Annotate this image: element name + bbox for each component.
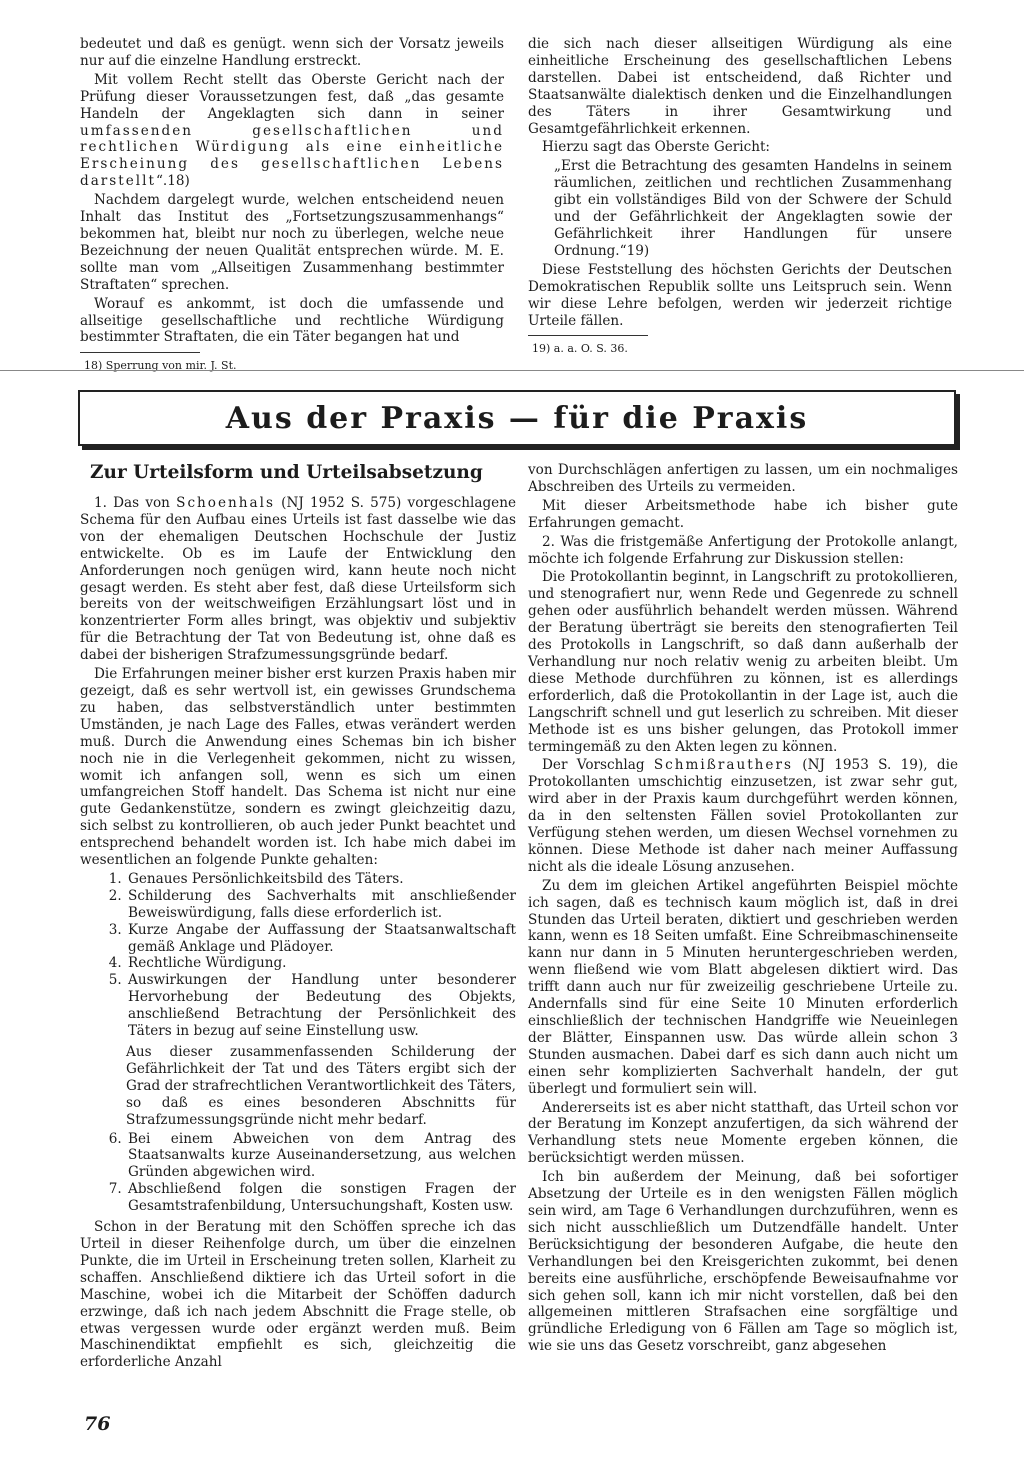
paragraph: Schon in der Beratung mit den Schöffen spreche ich das Urteil in dieser Reihenfolge durch, um über die einzelnen Punkte, die im Urteil in Erscheinung treten sollen, Klarheit zu schaffen. Anschließend diktiere ich das Urteil sofort in die Maschine, wobei ich die Mitarbeit der Schöffen dadurch erzwinge, daß ich nach jedem Abschnitt die Frage stelle, ob etwas vergessen wurde oder ergänzt werden muß. Beim Maschinendiktat empfiehlt es sich, gleichzeitig die erforderliche Anzahl [80, 1219, 516, 1371]
paragraph: von Durchschlägen anfertigen zu lassen, um ein nochmaliges Abschreiben des Urteils zu vermeiden. [528, 462, 958, 495]
page-number: 76 [84, 1413, 111, 1435]
top-left-column [80, 36, 504, 375]
numbered-list [80, 871, 516, 1040]
paragraph: Andererseits ist es aber nicht statthaft, das Urteil schon vor der Beratung im Konzept anzufertigen, da sich während der Verhandlung stets neue Momente ergeben können, die berücksichtigt werden müssen. [528, 1099, 958, 1167]
paragraph: Die Protokollantin beginnt, in Langschrift zu protokollieren, und stenografiert nur, wenn Rede und Gegenrede zu schnell gehen oder ausführlich behandelt werden müssen. Während der Beratung überträgt sie bereits den stenografierten Teil des Protokolls in Langschrift, so daß dann außerhalb der Verhandlung nur noch relativ wenig zu arbeiten bleibt. Um diese Methode durchführen zu können, ist es allerdings erforderlich, daß die Protokollantin in der Lage ist, auch die Langschrift schnell und gut leserlich zu schreiben. Mit dieser Methode ist es uns bisher gelungen, das Protokoll immer termingemäß zu den Akten legen zu können. [528, 569, 958, 755]
paragraph: Hierzu sagt das Oberste Gericht: [542, 139, 771, 156]
author-name: Schmißrauthers [653, 757, 793, 774]
quote-text: „Erst die Betrachtung des gesamten Handelns in seinem räumlichen, zeitlichen und rechtlichen Zusammenhang gibt ein vollständiges Bild von der Schwere der Schuld und der Gefährlichkeit der Angeklagten sowie der Gefährlichkeit ihrer Handlungen für unsere Ordnung.“19) [554, 158, 952, 259]
list-item: 4. Rechtliche Würdigung. [126, 955, 516, 972]
paragraph: Der Vorschlag Schmißrauthers (NJ 1953 S. 19), die Protokollanten umschichtig einzusetzen, ist zwar sehr gut, wird aber in der Praxis kaum durchgeführt werden können, da in den seltensten Fällen soviel Protokollanten zur Verfügung stehen werden, um diesen Wechsel vornehmen zu können. Diese Methode ist daher nach meiner Auffassung nicht als die ideale Lösung anzusehen. [528, 757, 958, 875]
list-item: 7. Abschließend folgen die sonstigen Fragen der Gesamtstrafenbildung, Untersuchungshaft, Kosten usw. [126, 1181, 516, 1215]
numbered-list [80, 1131, 516, 1216]
footnote-rule [80, 352, 200, 353]
footnote-rule [528, 335, 648, 336]
section-divider [0, 370, 1024, 371]
paragraph: Diese Feststellung des höchsten Gerichts der Deutschen Demokratischen Republik sollte uns Leitspruch sein. Wenn wir diese Lehre befolgen, werden wir jederzeit richtige Urteile fällen. [528, 261, 952, 329]
list-subparagraph: Aus dieser zusammenfassenden Schilderung der Gefährlichkeit der Tat und des Täters ergibt sich der Grad der strafrechtlichen Verantwortlichkeit des Täters, so daß es eines besonderen Abschnitts für Strafzumessungsgründe nicht mehr bedarf. [126, 1044, 516, 1128]
paragraph: Mit dieser Arbeitsmethode habe ich bisher gute Erfahrungen gemacht. [528, 497, 958, 531]
article-heading: Zur Urteilsform und Urteilsabsetzung [90, 462, 483, 483]
footnote: 18) Sperrung von mir. J. St. [84, 359, 237, 373]
list-item: 5. Auswirkungen der Handlung unter besonderer Hervorhebung der Bedeutung des Objekts, anschließend Betrachtung der Persönlichkeit des Täters in bezug auf seine Einstellung usw. [126, 972, 516, 1040]
paragraph: Die Erfahrungen meiner bisher erst kurzen Praxis haben mir gezeigt, daß es sehr wertvoll ist, ein gewisses Grundschema zu haben, das selbstverständlich unter bestimmten Umständen, je nach Lage des Falles, etwas verändert werden muß. Durch die Anwendung eines Schemas bin ich bisher noch nie in die Verlegenheit gekommen, nicht zu wissen, womit ich anfangen soll, wenn es sich um einen umfangreichen Stoff handelt. Das Schema ist nicht nur eine gute Gedankenstütze, sondern es zwingt gleichzeitig dazu, sich selbst zu kontrollieren, ob auch jeder Punkt beachtet und entsprechend behandelt worden ist. Ich habe mich dabei im wesentlichen an folgende Punkte gehalten: [80, 666, 516, 869]
author-name: Schoenhals [176, 495, 275, 511]
block-quote [528, 158, 952, 259]
paragraph: Nachdem dargelegt wurde, welchen entscheidend neuen Inhalt das Institut des „Fortsetzungszusammenhangs“ bekommen hat, bleibt nur noch zu überlegen, welche neue Bezeichnung der neuen Qualität entsprechen würde. M. E. sollte man vom „Allseitigen Zusammenhang bestimmter Straftaten“ sprechen. [80, 192, 504, 293]
list-item: 1. Genaues Persönlichkeitsbild des Täters. [126, 871, 516, 888]
list-item: 2. Schilderung des Sachverhalts mit anschließender Beweiswürdigung, falls diese erforderlich ist. [126, 888, 516, 922]
paragraph: Ich bin außerdem der Meinung, daß bei sofortiger Absetzung der Urteile es in den wenigsten Fällen möglich sein wird, am Tage 6 Verhandlungen durchzuführen, wenn es sich nicht ausschließlich um Dutzendfälle handelt. Unter Berücksichtigung der besonderen Aufgabe, die heute den Verhandlungen bei den Kreisgerichten zukommt, bei denen bereits eine ausführliche, erschöpfende Beweisaufnahme vor sich gehen soll, kann ich mir nicht vorstellen, daß bei den allgemeinen mittleren Strafsachen eine sorgfältige und gründliche Erledigung von 6 Fällen am Tage so möglich ist, wie sie uns das Gesetz vorschreibt, ganz abgesehen [528, 1169, 958, 1355]
paragraph: Worauf es ankommt, ist doch die umfassende und allseitige gesellschaftliche und rechtliche Würdigung bestimmter Straftaten, die ein Täter begangen hat und [80, 295, 504, 346]
paragraph: 1. Das von Schoenhals (NJ 1952 S. 575) vorgeschlagene Schema für den Aufbau eines Urteils ist fast dasselbe wie das von der ehemaligen Deutschen Hochschule der Justiz entwickelte. Ob es im Laufe der Entwicklung den Anforderungen noch genügen wird, kann heute noch nicht gesagt werden. Es steht aber fest, daß diese Urteilsform sich bereits von der weitschweifigen Erzählungsart löst und in konzentrierter Form alles bringt, was objektiv und subjektiv für die Betrachtung der Tat von Bedeutung ist, ohne daß es dabei der bisherigen Strafzumessungsgründe bedarf. [80, 495, 516, 664]
paragraph: Zu dem im gleichen Artikel angeführten Beispiel möchte ich sagen, daß es technisch kaum möglich ist, daß in drei Stunden das Urteil beraten, diktiert und geschrieben werden kann, wenn es 18 Seiten umfaßt. Eine Schreibmaschinenseite kann nur dann in 5 Minuten heruntergeschrieben werden, wenn fließend wie vom Blatt abgelesen diktiert wird. Das trifft dann auch nur für zweizeilig geschriebene Urteile zu. Andernfalls sind für eine Seite 10 Minuten erforderlich einschließlich der technischen Handgriffe wie Neueinlegen der Blätter, Einspannen usw. Das würde allein schon 3 Stunden ausmachen. Dabei darf es sich dann auch nicht um einen sehr komplizierten Sachverhalt handeln, der gut überlegt und formuliert sein will. [528, 877, 958, 1097]
emphasized-text: umfassenden gesellschaftlichen und rechtlichen Würdigung als eine einheitliche Erscheinung des gesellschaftlichen Lebens darstellt [80, 122, 504, 190]
article-right-column [528, 462, 958, 1357]
paragraph: Mit vollem Recht stellt das Oberste Gericht nach der Prüfung dieser Voraussetzungen fest, daß „das gesamte Handeln der Angeklagten sich dann in seiner umfassenden gesellschaftlichen und rechtlichen Würdigung als eine einheitliche Erscheinung des gesellschaftlichen Lebens darstellt“.18) [80, 71, 504, 190]
list-item: 6. Bei einem Abweichen von dem Antrag des Staatsanwalts kurze Auseinandersetzung, aus welchen Gründen abgewichen wird. [126, 1131, 516, 1182]
article-left-column [80, 462, 516, 1373]
top-right-column [528, 36, 952, 358]
paragraph: 2. Was die fristgemäße Anfertigung der Protokolle anlangt, möchte ich folgende Erfahrung zur Diskussion stellen: [528, 533, 958, 567]
paragraph: bedeutet und daß es genügt. wenn sich der Vorsatz jeweils nur auf die einzelne Handlung erstreckt. [80, 36, 504, 69]
paragraph: die sich nach dieser allseitigen Würdigung als eine einheitliche Erscheinung des gesellschaftlichen Lebens darstellen. Dabei ist entscheidend, daß Richter und Staatsanwälte dialektisch denken und die Einzelhandlungen des Täters in ihrer Gesamtwirkung und Gesamtgefährlichkeit erkennen. [528, 36, 952, 137]
footnote: 19) a. a. O. S. 36. [532, 342, 628, 356]
section-banner-title: Aus der Praxis — für die Praxis [225, 400, 809, 436]
section-banner [78, 390, 956, 446]
list-item: 3. Kurze Angabe der Auffassung der Staatsanwaltschaft gemäß Anklage und Plädoyer. [126, 922, 516, 956]
